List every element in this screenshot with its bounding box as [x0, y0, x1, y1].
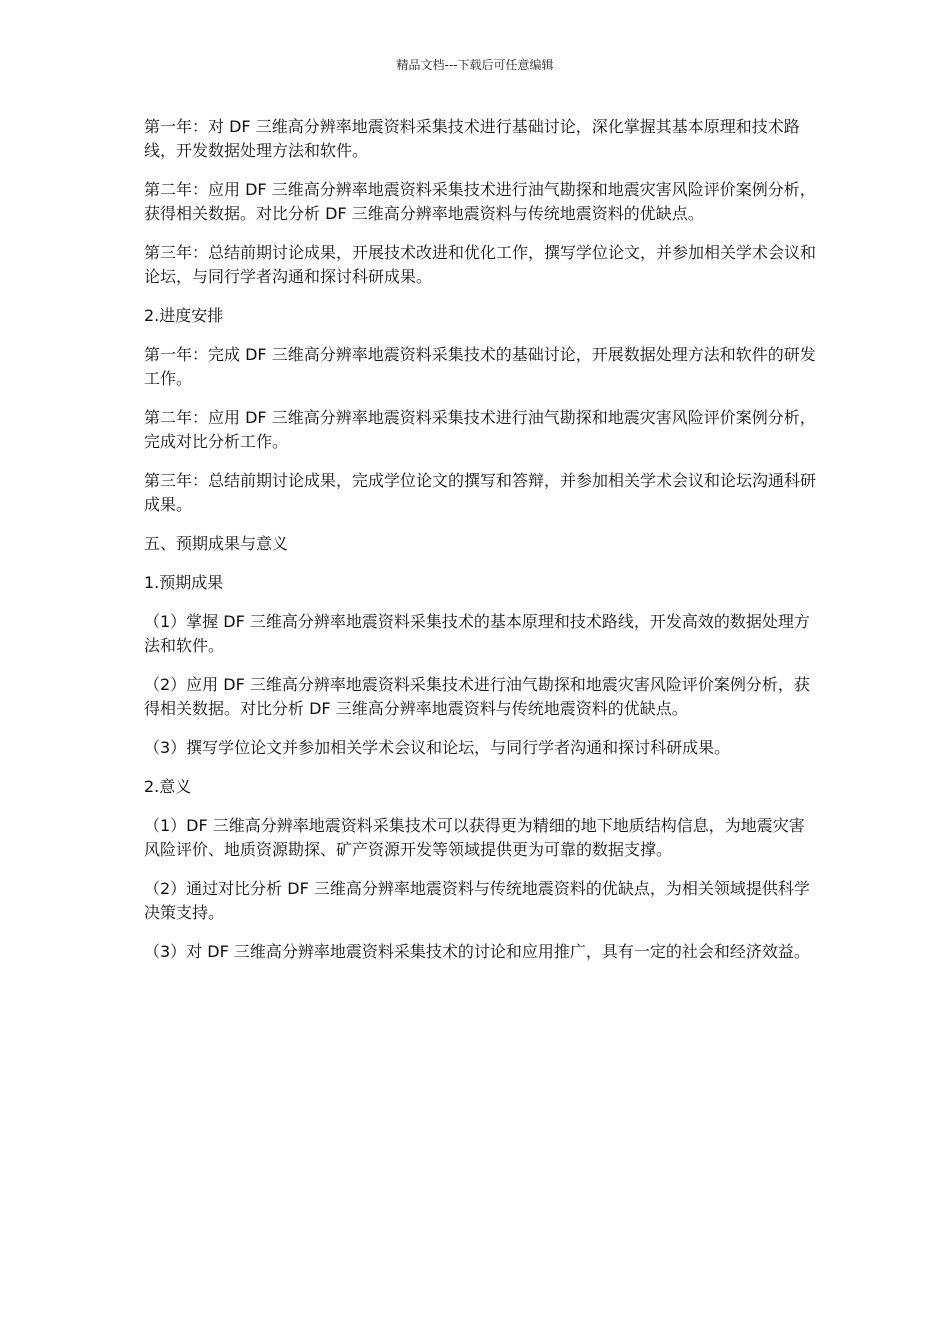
list-item-result-3: （3）撰写学位论文并参加相关学术会议和论坛，与同行学者沟通和探讨科研成果。 — [144, 738, 731, 757]
document-body — [144, 115, 820, 979]
page-header: 精品文档---下载后可任意编辑 — [396, 58, 554, 72]
paragraph-year3-plan: 第三年：总结前期讨论成果，开展技术改进和优化工作，撰写学位论文，并参加相关学术会议和论坛，与同行学者沟通和探讨科研成果。 — [144, 243, 817, 286]
paragraph-year3-schedule: 第三年：总结前期讨论成果，完成学位论文的撰写和答辩，并参加相关学术会议和论坛沟通科研成果。 — [144, 471, 817, 514]
paragraph-year2-schedule: 第二年：应用 DF 三维高分辨率地震资料采集技术进行油气勘探和地震灾害风险评价案例分析，完成对比分析工作。 — [144, 408, 816, 451]
section-heading-outcomes: 五、预期成果与意义 — [144, 534, 289, 553]
section-heading-schedule: 2.进度安排 — [144, 306, 224, 325]
list-item-result-1: （1）掌握 DF 三维高分辨率地震资料采集技术的基本原理和技术路线，开发高效的数据处理方法和软件。 — [144, 612, 810, 655]
list-item-significance-1: （1）DF 三维高分辨率地震资料采集技术可以获得更为精细的地下地质结构信息，为地震灾害风险评价、地质资源勘探、矿产资源开发等领域提供更为可靠的数据支撑。 — [144, 816, 805, 859]
paragraph-year1-schedule: 第一年：完成 DF 三维高分辨率地震资料采集技术的基础讨论，开展数据处理方法和软件的研发工作。 — [144, 345, 816, 388]
subsection-heading-significance: 2.意义 — [144, 777, 192, 796]
paragraph-year2-plan: 第二年：应用 DF 三维高分辨率地震资料采集技术进行油气勘探和地震灾害风险评价案例分析，获得相关数据。对比分析 DF 三维高分辨率地震资料与传统地震资料的优缺点。 — [144, 180, 816, 223]
subsection-heading-expected-results: 1.预期成果 — [144, 573, 224, 592]
list-item-significance-2: （2）通过对比分析 DF 三维高分辨率地震资料与传统地震资料的优缺点，为相关领域提供科学决策支持。 — [144, 879, 810, 922]
paragraph-year1-plan: 第一年：对 DF 三维高分辨率地震资料采集技术进行基础讨论，深化掌握其基本原理和技术路线，开发数据处理方法和软件。 — [144, 117, 800, 160]
list-item-significance-3: （3）对 DF 三维高分辨率地震资料采集技术的讨论和应用推广，具有一定的社会和经济效益。 — [144, 942, 810, 961]
list-item-result-2: （2）应用 DF 三维高分辨率地震资料采集技术进行油气勘探和地震灾害风险评价案例分析，获得相关数据。对比分析 DF 三维高分辨率地震资料与传统地震资料的优缺点。 — [144, 675, 810, 718]
